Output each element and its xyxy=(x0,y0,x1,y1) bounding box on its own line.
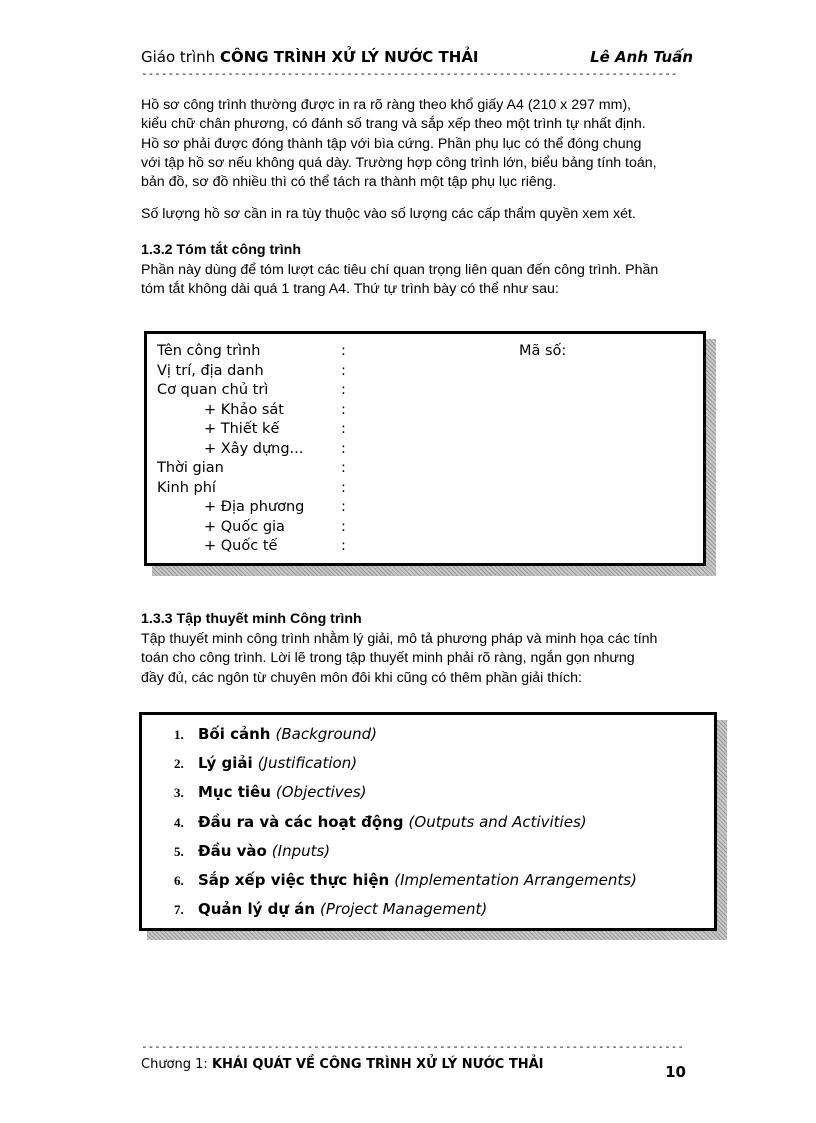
paragraph-line: Hồ sơ công trình thường được in ra rõ ràng theo khổ giấy A4 (210 x 297 mm), xyxy=(141,97,632,113)
header-prefix: Giáo trình xyxy=(141,48,216,66)
summary-colon: : xyxy=(341,421,346,437)
summary-label: Cơ quan chủ trì xyxy=(157,382,269,398)
list-number: 2. xyxy=(174,756,184,772)
summary-label: Kinh phí xyxy=(157,479,216,496)
summary-label: + Thiết kế xyxy=(204,421,280,437)
summary-row xyxy=(157,401,697,421)
summary-box xyxy=(144,331,706,566)
list-title: Sắp xếp việc thực hiện xyxy=(198,870,390,889)
list-title: Lý giải xyxy=(198,754,253,773)
list-number: 7. xyxy=(174,902,184,918)
outline-box xyxy=(139,712,717,931)
paragraph-line: Số lượng hồ sơ cần in ra tùy thuộc vào số lượng các cấp thẩm quyền xem xét. xyxy=(141,206,636,222)
summary-label: + Khảo sát xyxy=(204,401,284,418)
header-author: Lê Anh Tuấn xyxy=(590,48,693,66)
summary-colon: : xyxy=(341,479,346,496)
header-book-title xyxy=(141,48,479,66)
project-code-label: Mã số: xyxy=(519,343,567,359)
summary-row xyxy=(157,459,697,479)
summary-label: + Địa phương xyxy=(204,499,305,515)
paragraph-line: Tập thuyết minh công trình nhằm lý giải, mô tả phương pháp và minh họa các tính xyxy=(141,631,658,647)
section-heading-1-3-3: 1.3.3 Tập thuyết minh Công trình xyxy=(141,611,362,627)
paragraph-summary-intro xyxy=(141,261,696,300)
list-title: Quản lý dự án xyxy=(198,900,316,919)
summary-row xyxy=(157,362,697,382)
list-term: (Project Management) xyxy=(320,900,488,919)
list-term: (Background) xyxy=(275,725,378,743)
summary-row xyxy=(157,498,697,518)
header-title: CÔNG TRÌNH XỬ LÝ NƯỚC THẢI xyxy=(219,48,479,66)
summary-label: + Xây dựng... xyxy=(204,440,304,457)
summary-colon: : xyxy=(341,518,346,535)
list-number: 4. xyxy=(174,814,184,830)
summary-label: Thời gian xyxy=(157,460,224,476)
summary-label: + Quốc tế xyxy=(204,538,278,554)
summary-label: Vị trí, địa danh xyxy=(157,362,264,379)
list-title: Mục tiêu xyxy=(198,783,271,802)
footer-chapter-prefix: Chương 1: xyxy=(141,1057,208,1072)
list-title: Đầu vào xyxy=(198,841,267,860)
paragraph-line: tóm tắt không dài quá 1 trang A4. Thứ tự trình bày có thể như sau: xyxy=(141,281,559,298)
summary-row xyxy=(157,518,697,538)
page-footer xyxy=(141,1057,686,1081)
list-term: (Justification) xyxy=(257,754,358,773)
summary-colon: : xyxy=(341,401,346,418)
paragraph-line: bản đồ, sơ đồ nhiều thì có thể tách ra thành một tập phụ lục riêng. xyxy=(141,174,557,191)
summary-row xyxy=(157,342,697,362)
list-term: (Outputs and Activities) xyxy=(408,812,587,831)
summary-colon: : xyxy=(341,343,346,359)
summary-colon: : xyxy=(341,362,346,379)
summary-row xyxy=(157,440,697,460)
section-heading-1-3-2: 1.3.2 Tóm tắt công trình xyxy=(141,242,302,258)
paragraph-line: đầy đủ, các ngôn từ chuyên môn đôi khi cũng có thêm phần giải thích: xyxy=(141,669,582,686)
header-rule: --------------------------------------------------------------------------------- xyxy=(141,67,678,80)
paragraph-copies xyxy=(141,205,696,224)
footer-chapter xyxy=(141,1057,544,1072)
paragraph-explanation-intro xyxy=(141,630,696,688)
summary-colon: : xyxy=(341,382,346,398)
paragraph-line: Phần này dùng để tóm lượt các tiêu chí quan trọng liên quan đến công trình. Phần xyxy=(141,262,659,278)
footer-rule: ---------------------------------------------------------------------------------- xyxy=(141,1040,685,1053)
summary-row xyxy=(157,537,697,557)
summary-row xyxy=(157,420,697,440)
list-number: 5. xyxy=(174,843,184,859)
list-term: (Implementation Arrangements) xyxy=(394,870,637,889)
list-term: (Inputs) xyxy=(271,841,331,860)
summary-rows xyxy=(157,342,697,557)
list-number: 3. xyxy=(174,785,184,801)
page-number: 10 xyxy=(665,1063,686,1081)
list-term: (Objectives) xyxy=(275,783,367,802)
list-number: 6. xyxy=(174,872,184,888)
paragraph-line: kiểu chữ chân phương, có đánh số trang và sắp xếp theo một trình tự nhất định. xyxy=(141,116,646,133)
list-title: Đầu ra và các hoạt động xyxy=(198,812,404,831)
summary-colon: : xyxy=(341,440,346,457)
summary-label: Tên công trình xyxy=(157,343,261,359)
paragraph-line: toán cho công trình. Lời lẽ trong tập thuyết minh phải rõ ràng, ngắn gọn nhưng xyxy=(141,650,635,667)
summary-label: + Quốc gia xyxy=(204,518,285,535)
summary-row xyxy=(157,381,697,401)
list-title: Bối cảnh xyxy=(198,725,271,743)
summary-colon: : xyxy=(341,460,346,476)
footer-chapter-title: KHÁI QUÁT VỀ CÔNG TRÌNH XỬ LÝ NƯỚC THẢI xyxy=(211,1057,544,1072)
summary-row xyxy=(157,479,697,499)
list-number: 1. xyxy=(174,727,184,742)
paragraph-line: Hồ sơ phải được đóng thành tập với bìa cứng. Phần phụ lục có thể đóng chung xyxy=(141,135,642,152)
paragraph-dossier xyxy=(141,96,696,192)
summary-colon: : xyxy=(341,538,346,554)
paragraph-line: với tập hồ sơ nếu không quá dày. Trường hợp công trình lớn, biểu bảng tính toán, xyxy=(141,154,657,171)
summary-colon: : xyxy=(341,499,346,515)
